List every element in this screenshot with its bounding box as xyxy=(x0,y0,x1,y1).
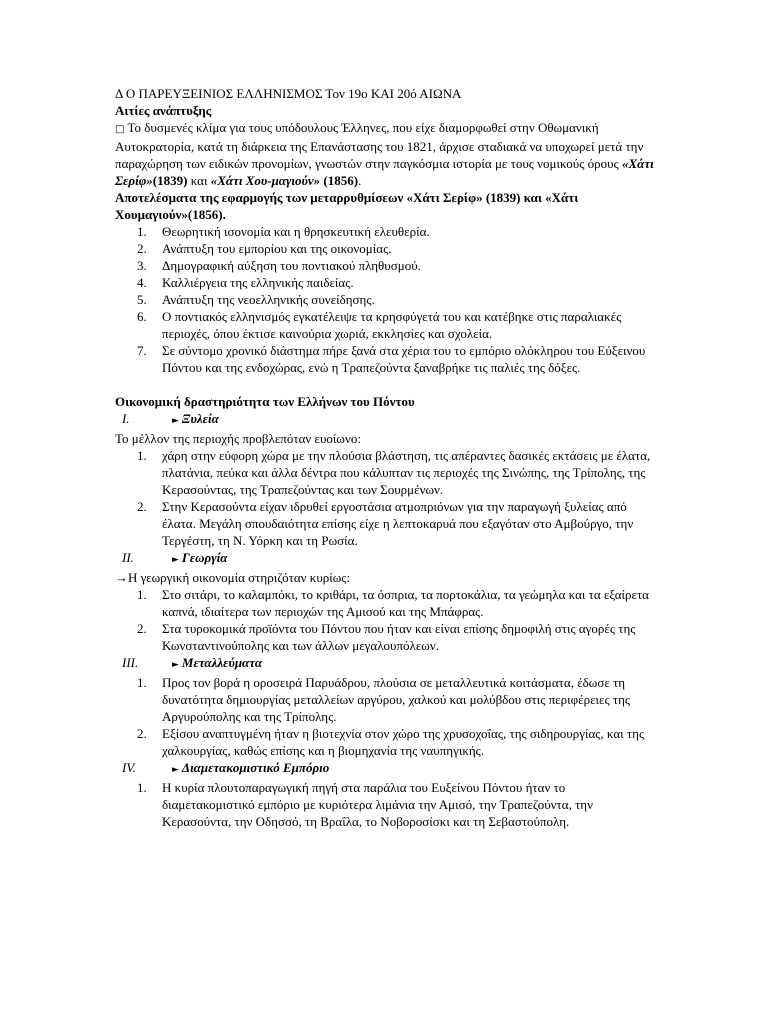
conjunction: και xyxy=(187,173,211,188)
list-item xyxy=(115,257,655,274)
triangle-right-icon: ► xyxy=(172,416,179,426)
page-title: Δ Ο ΠΑΡΕΥΞΕΙΝΙΟΣ ΕΛΛΗΝΙΣΜΟΣ Τον 19ο ΚΑΙ 20ό ΑΙΩΝΑ xyxy=(115,86,462,101)
section-timber xyxy=(115,410,655,430)
list-item-text: Στα τυροκομικά προϊόντα του Πόντου που ήταν και είναι επίσης δημοφιλή στις αγορές της Κωνσταντινούπολης και των άλλων μεγαλουπόλεων. xyxy=(162,621,636,653)
list-item-text: Η κυρία πλουτοπαραγωγική πηγή στα παράλια του Ευξείνου Πόντου ήταν το διαμετακομιστικό εμπόριο με κυριότερα λιμάνια την Αμισό, την Τραπεζούντα, την Κερασούντα, την Οδησσό, τη Βραΐλα, το Νοβοροσίσκι και τη Σεβαστούπολη. xyxy=(162,780,593,829)
list-item-text: Προς τον βορά η οροσειρά Παρυάδρου, πλούσια σε μεταλλευτικά κοιτάσματα, έδωσε τη δυνατότητα δημιουργίας μεταλλείων αργύρου, χαλκού και μολύβδου στις περιφέρειες της Αργυρούπολης και της Τρίπολης. xyxy=(162,675,631,724)
list-item xyxy=(115,223,655,240)
list-item-text: Εξίσου αναπτυγμένη ήταν η βιοτεχνία στον χώρο της χρυσοχοΐας, της σιδηρουργίας, και της χαλκουργίας, καθώς επίσης και η βιομηχανία της ναυπηγικής. xyxy=(162,726,645,758)
period: . xyxy=(358,173,362,188)
list-item-number: 1. xyxy=(137,780,147,795)
list-item-number: 1. xyxy=(137,448,147,463)
list-item-text: Θεωρητική ισονομία και η θρησκευτική ελευθερία. xyxy=(162,224,430,239)
list-item xyxy=(115,291,655,308)
year-1856: (1856) xyxy=(320,173,359,188)
section-minerals xyxy=(115,654,655,674)
list-item xyxy=(115,274,655,291)
section-title: Διαμετακομιστικό Εμπόριο xyxy=(181,760,330,775)
list-item xyxy=(115,342,655,376)
section-transit-trade xyxy=(115,759,655,779)
list-item-number: 6. xyxy=(137,309,147,324)
results-list xyxy=(115,223,655,376)
results-heading: Αποτελέσματα της εφαρμογής των μεταρρυθμίσεων «Χάτι Σερίφ» (1839) και «Χάτι Χουμαγιούν»(1856). xyxy=(115,190,579,222)
transit-trade-list xyxy=(115,779,655,830)
list-item-text: Στο σιτάρι, το καλαμπόκι, το κριθάρι, τα όσπρια, τα πορτοκάλια, τα γεώμηλα και τα εξαίρετα καπνά, ιδιαίτερα των περιοχών της Αμισού και της Μπάφρας. xyxy=(162,587,649,619)
section-number: III. xyxy=(122,655,139,670)
list-item-text: Ο ποντιακός ελληνισμός εγκατέλειψε τα κρησφύγετά του και κατέβηκε στις παραλιακές περιοχές, όπου έκτισε καινούρια χωριά, εκκλησίες και σχολεία. xyxy=(162,309,622,341)
agriculture-list xyxy=(115,586,655,654)
section-title: Μεταλλεύματα xyxy=(181,655,263,670)
list-item xyxy=(115,498,655,549)
list-item xyxy=(115,620,655,654)
triangle-right-icon: ► xyxy=(172,660,179,670)
section-title: Ξυλεία xyxy=(181,411,219,426)
list-item-number: 7. xyxy=(137,343,147,358)
list-item-text: Σε σύντομο χρονικό διάστημα πήρε ξανά στα χέρια του το εμπόριο ολόκληρου του Εύξεινου Πόντου και της ενδοχώρας, ενώ η Τραπεζούντα ξαναβρήκε τις παλιές της δόξες. xyxy=(162,343,646,375)
section-number: I. xyxy=(122,411,130,426)
list-item-number: 1. xyxy=(137,224,147,239)
section-number: IV. xyxy=(122,760,136,775)
list-item-text: Καλλιέργεια της ελληνικής παιδείας. xyxy=(162,275,354,290)
minerals-list xyxy=(115,674,655,759)
list-item-number: 2. xyxy=(137,241,147,256)
list-item xyxy=(115,447,655,498)
list-item xyxy=(115,779,655,830)
list-item-text: χάρη στην εύφορη χώρα με την πλούσια βλάστηση, τις απέραντες δασικές εκτάσεις με έλατα, πλατάνια, πεύκα και άλλα δέντρα που κάλυπταν τις περιοχές της Σινώπης, της Τρίπολης, της Κερασούντας, της Τραπεζούντας και των Σουρμένων. xyxy=(162,448,651,497)
list-item-number: 4. xyxy=(137,275,147,290)
list-item-number: 2. xyxy=(137,726,147,741)
list-item xyxy=(115,586,655,620)
section-number: II. xyxy=(122,550,134,565)
year-1839: (1839) xyxy=(152,173,188,188)
sec2-intro xyxy=(115,569,655,586)
section-title: Γεωργία xyxy=(181,550,228,565)
triangle-right-icon: ► xyxy=(172,555,179,565)
placeholder-box-icon: □ xyxy=(115,124,125,135)
list-item-text: Στην Κερασούντα είχαν ιδρυθεί εργοστάσια ατμοπριόνων για την παραγωγή ξυλείας από έλατα. Μεγάλη σπουδαιότητα επίσης είχε η λεπτοκαρυά που εξαγόταν στο Αμβούργο, την Τεργέστη, τη Ν. Υόρκη και τη Ρωσία. xyxy=(162,499,634,548)
list-item-number: 3. xyxy=(137,258,147,273)
list-item-number: 2. xyxy=(137,499,147,514)
list-item xyxy=(115,308,655,342)
economy-heading: Οικονομική δραστηριότητα των Ελλήνων του Πόντου xyxy=(115,394,415,409)
causes-paragraph xyxy=(115,119,655,189)
list-item xyxy=(115,674,655,725)
list-item-text: Δημογραφική αύξηση του ποντιακού πληθυσμού. xyxy=(162,258,421,273)
list-item xyxy=(115,240,655,257)
list-item-number: 1. xyxy=(137,587,147,602)
list-item-text: Ανάπτυξη του εμπορίου και της οικονομίας. xyxy=(162,241,392,256)
section-agriculture xyxy=(115,549,655,569)
timber-list xyxy=(115,447,655,549)
triangle-right-icon: ► xyxy=(172,765,179,775)
document-body xyxy=(115,85,655,830)
list-item-number: 1. xyxy=(137,675,147,690)
right-arrow-icon: → xyxy=(115,570,128,585)
sec2-intro-text: Η γεωργική οικονομία στηριζόταν κυρίως: xyxy=(128,570,351,585)
term-hati-humayun: «Χάτι Χου-μαγιούν» xyxy=(210,173,321,188)
list-item xyxy=(115,725,655,759)
sec1-intro: Το μέλλον της περιοχής προβλεπόταν ευοίωνο: xyxy=(115,431,361,446)
causes-heading: Αιτίες ανάπτυξης xyxy=(115,103,212,118)
causes-text: Το δυσμενές κλίμα για τους υπόδουλους Έλληνες, που είχε διαμορφωθεί στην Οθωμανική Αυτοκρατορία, κατά τη διάρκεια της Επανάστασης του 1821, άρχισε σταδιακά να υποχωρεί μετά την παραχώρηση των ειδικών προνομίων, γνωστών στην παγκόσμια ιστορία με τους νομικούς όρους xyxy=(115,120,644,171)
list-item-text: Ανάπτυξη της νεοελληνικής συνείδησης. xyxy=(162,292,375,307)
list-item-number: 5. xyxy=(137,292,147,307)
list-item-number: 2. xyxy=(137,621,147,636)
term-hati-serif: «Χάτι Σερίφ» xyxy=(115,156,654,188)
